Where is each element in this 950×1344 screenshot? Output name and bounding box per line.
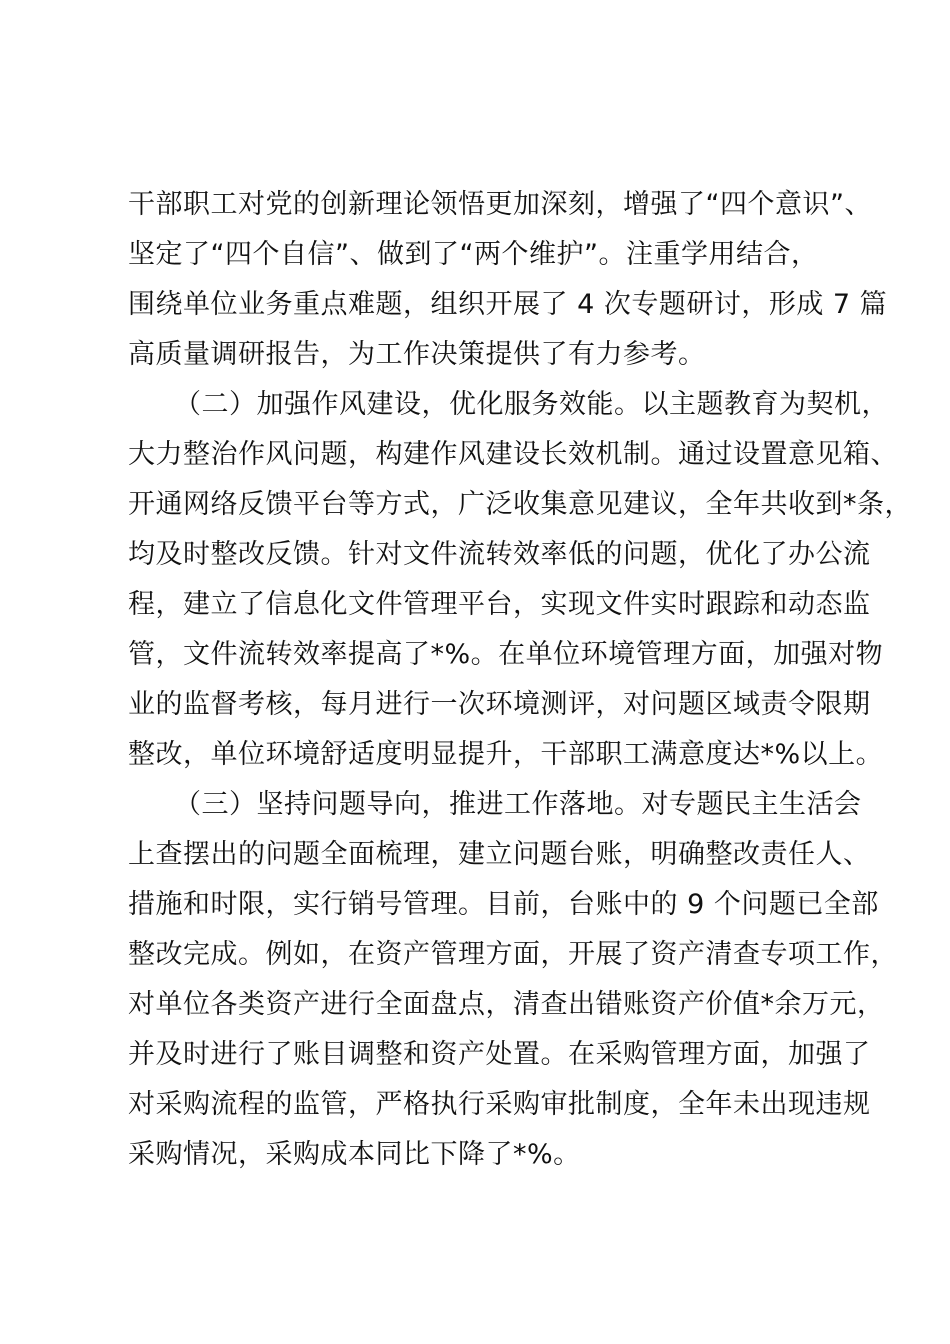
paragraph-2-line-4: 均及时整改反馈。针对文件流转效率低的问题，优化了办公流 [128,539,871,570]
paragraph-2-line-3: 开通网络反馈平台等方式，广泛收集意见建议，全年共收到*条， [128,489,912,520]
paragraph-3-line-4: 整改完成。例如，在资产管理方面，开展了资产清查专项工作， [128,939,898,970]
paragraph-2-line-8: 整改，单位环境舒适度明显提升，干部职工满意度达*%以上。 [128,739,884,770]
paragraph-1-line-4: 高质量调研报告，为工作决策提供了有力参考。 [128,339,706,370]
paragraph-3-heading-line: （三）坚持问题导向，推进工作落地。对专题民主生活会 [174,789,862,820]
paragraph-3-line-2: 上查摆出的问题全面梳理，建立问题台账，明确整改责任人、 [128,839,871,870]
paragraph-1-line-1: 干部职工对党的创新理论领悟更加深刻，增强了“四个意识”、 [128,189,872,220]
paragraph-2-line-2: 大力整治作风问题，构建作风建设长效机制。通过设置意见箱、 [128,439,898,470]
paragraph-3-line-3: 措施和时限，实行销号管理。目前，台账中的 9 个问题已全部 [128,889,879,920]
paragraph-3-line-8: 采购情况，采购成本同比下降了*%。 [128,1139,581,1170]
paragraph-1-line-3: 围绕单位业务重点难题，组织开展了 4 次专题研讨，形成 7 篇 [128,289,888,320]
paragraph-2-line-6: 管，文件流转效率提高了*%。在单位环境管理方面，加强对物 [128,639,884,670]
paragraph-2-line-7: 业的监督考核，每月进行一次环境测评，对问题区域责令限期 [128,689,871,720]
paragraph-1-line-2: 坚定了“四个自信”、做到了“两个维护”。注重学用结合， [128,239,819,270]
paragraph-3-line-6: 并及时进行了账目调整和资产处置。在采购管理方面，加强了 [128,1039,871,1070]
paragraph-3-line-5: 对单位各类资产进行全面盘点，清查出错账资产价值*余万元， [128,989,885,1020]
paragraph-2-line-5: 程，建立了信息化文件管理平台，实现文件实时跟踪和动态监 [128,589,871,620]
paragraph-2-heading-line: （二）加强作风建设，优化服务效能。以主题教育为契机， [174,389,889,420]
paragraph-3-line-7: 对采购流程的监管，严格执行采购审批制度，全年未出现违规 [128,1089,871,1120]
